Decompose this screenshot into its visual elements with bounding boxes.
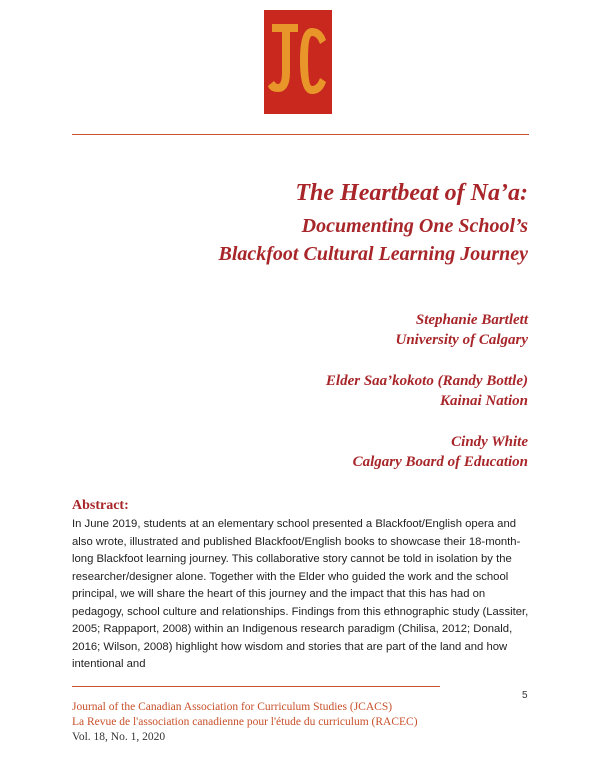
footer-volume: Vol. 18, No. 1, 2020 bbox=[72, 731, 166, 743]
author-affiliation: Kainai Nation bbox=[440, 393, 528, 409]
author-entry bbox=[128, 432, 528, 472]
title-line-2: Documenting One School’s bbox=[301, 215, 528, 237]
author-affiliation: University of Calgary bbox=[395, 332, 528, 348]
abstract-heading: Abstract: bbox=[72, 498, 129, 513]
author-affiliation: Calgary Board of Education bbox=[352, 454, 528, 470]
author-entry bbox=[128, 371, 528, 411]
title-line-3: Blackfoot Cultural Learning Journey bbox=[218, 243, 528, 265]
author-list bbox=[128, 310, 528, 493]
author-name: Cindy White bbox=[451, 434, 528, 450]
author-name: Stephanie Bartlett bbox=[415, 312, 528, 328]
footer-journal-english: Journal of the Canadian Association for Curriculum Studies (JCACS) bbox=[72, 701, 393, 713]
page-number: 5 bbox=[522, 690, 528, 701]
title-line-1: The Heartbeat of Na’a: bbox=[295, 180, 528, 206]
journal-logo bbox=[264, 10, 332, 114]
header-divider bbox=[72, 134, 529, 135]
author-name: Elder Saa’kokoto (Randy Bottle) bbox=[325, 373, 528, 389]
article-title bbox=[68, 178, 528, 268]
footer-journal-french: La Revue de l'association canadienne pour l'étude du curriculum (RACEC) bbox=[72, 716, 418, 728]
abstract-text: In June 2019, students at an elementary school presented a Blackfoot/English opera and also wrote, illustrated and published Blackfoot/English books to showcase their 18-month-long Blackfoot learning journey. This collaborative story cannot be told in isolation by the researcher/designer alone. Together with the Elder who guided the work and the school principal, we will share the heart of this journey and the impact that this has had on pedagogy, school culture and relationships. Findings from this ethnographic study (Lassiter, 2005; Rappaport, 2008) within an Indigenous research paradigm (Chilisa, 2012; Donald, 2016; Wilson, 2008) highlight how wisdom and stories that are part of the land and how intentional and bbox=[72, 518, 529, 670]
journal-footer bbox=[72, 700, 418, 745]
author-entry bbox=[128, 310, 528, 350]
footer-divider bbox=[72, 686, 440, 687]
jc-logo-graphic bbox=[264, 10, 332, 114]
